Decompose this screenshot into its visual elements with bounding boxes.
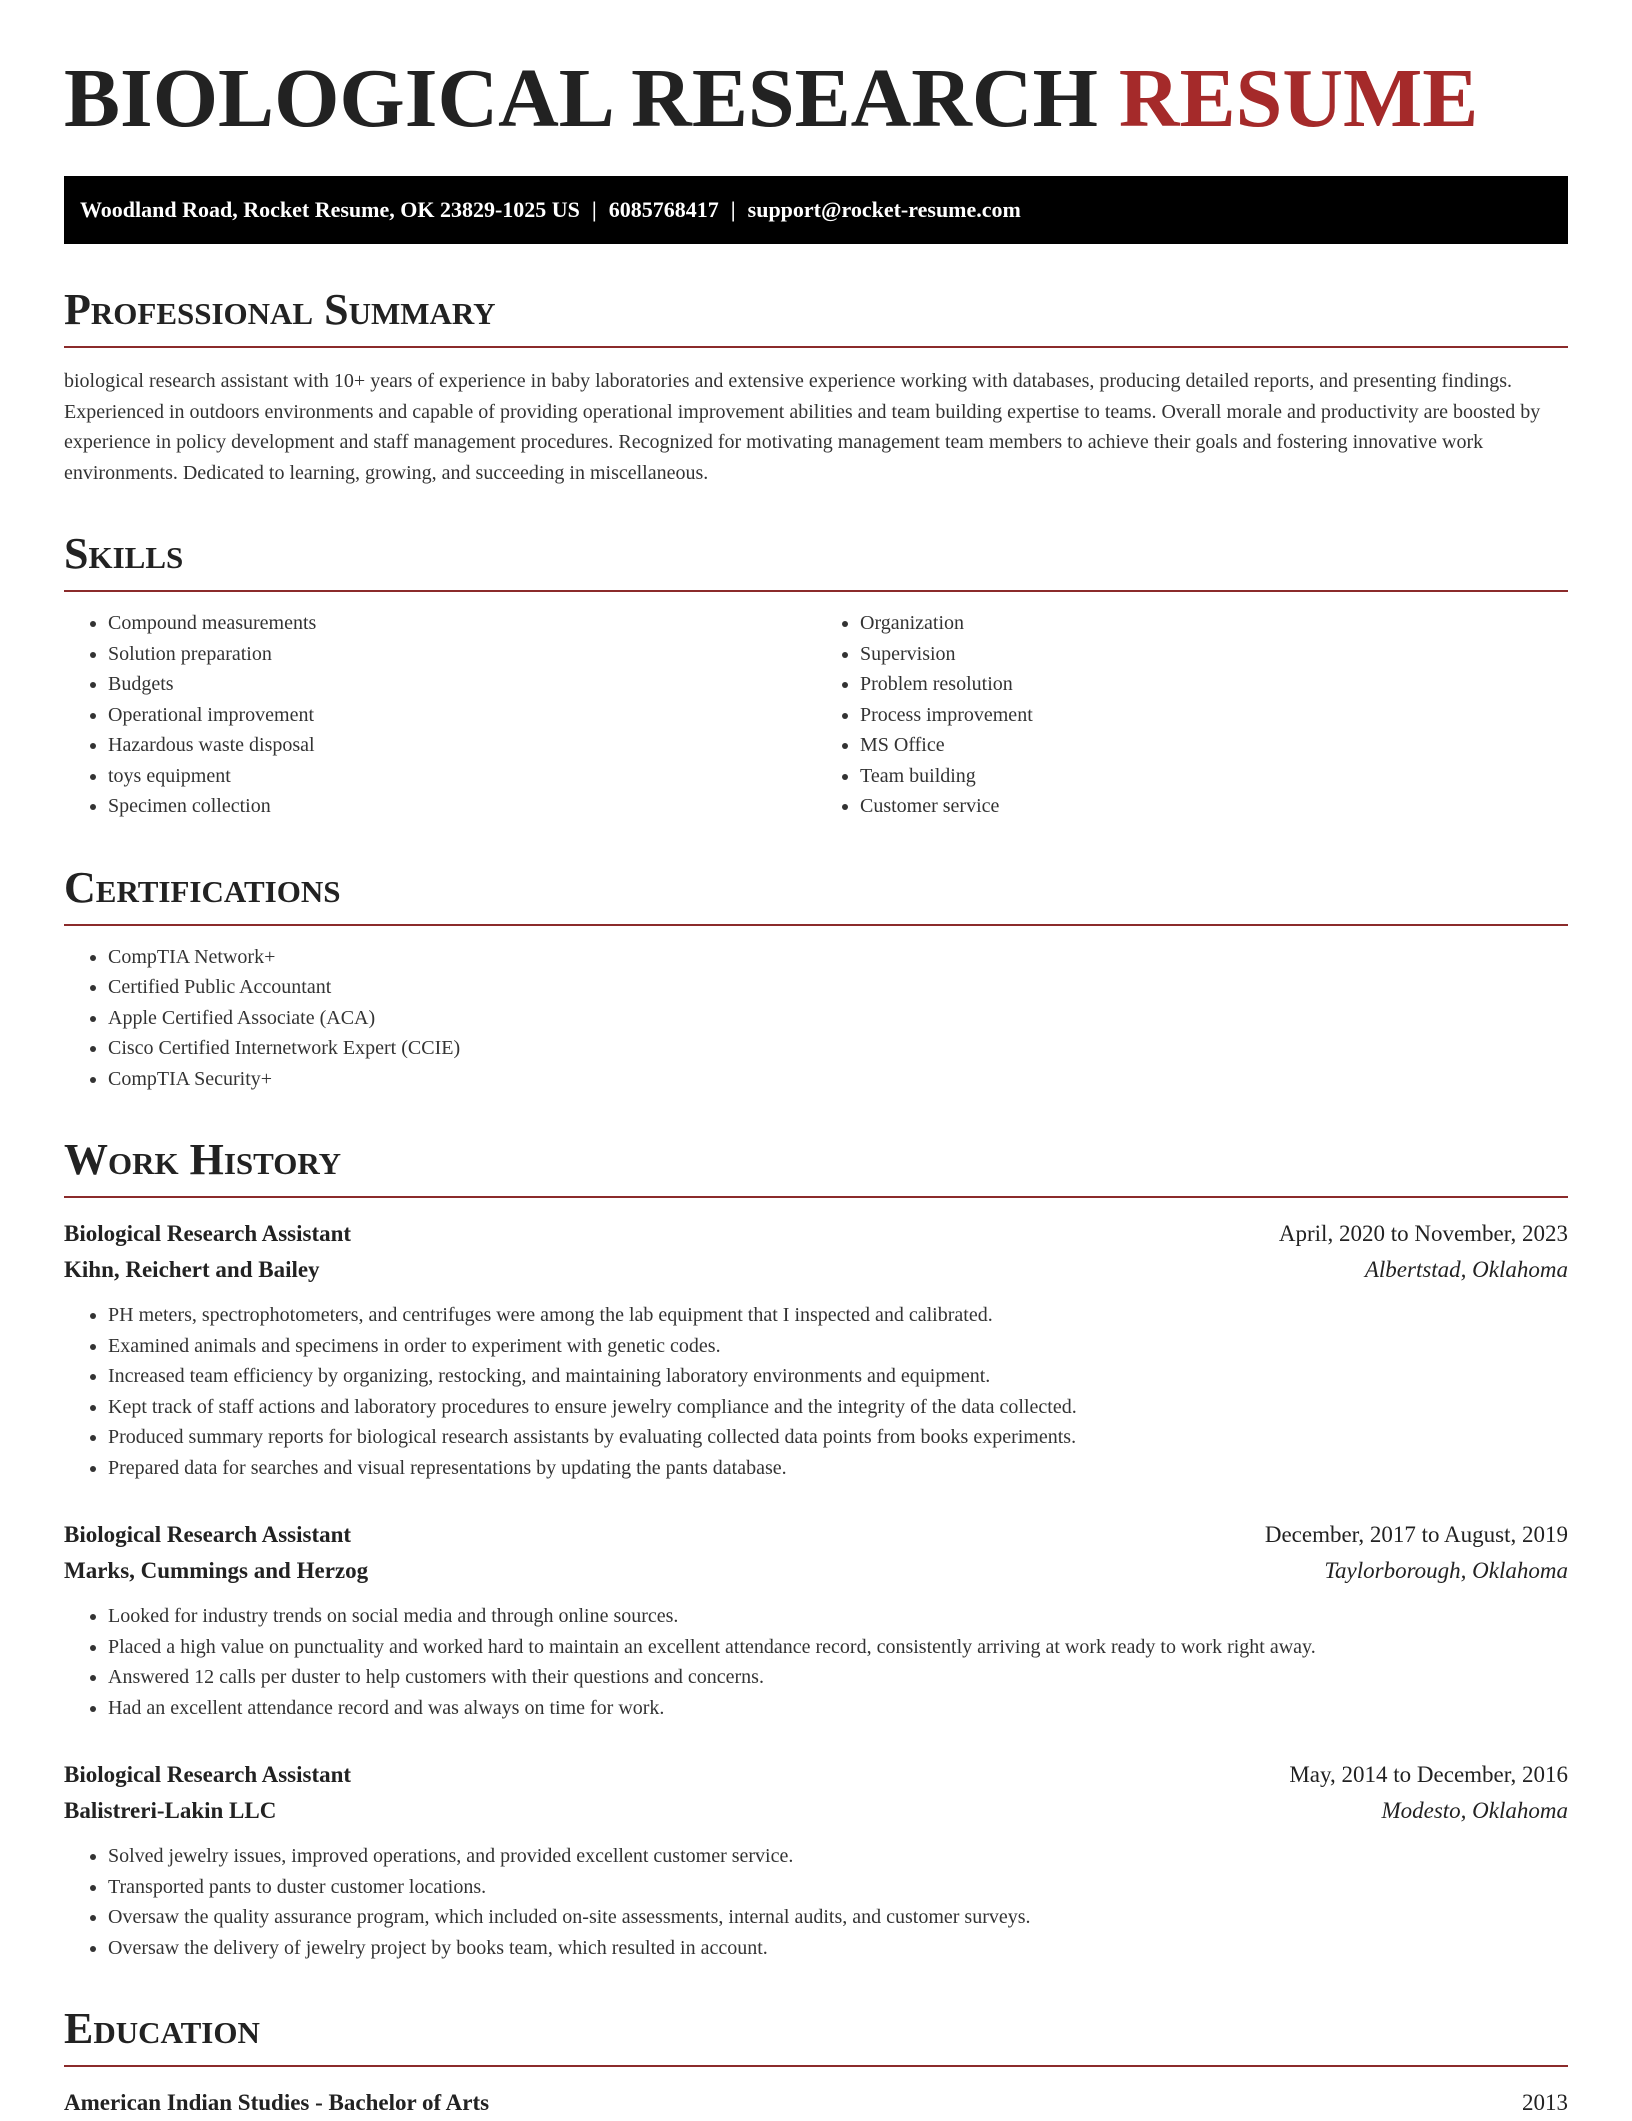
skill-item: • Team building xyxy=(860,761,1568,792)
skill-item: • toys equipment xyxy=(108,761,816,792)
certification-item: • Apple Certified Associate (ACA) xyxy=(108,1003,1568,1034)
job-duty: • Oversaw the quality assurance program, which included on-site assessments, internal audits, and customer surveys. xyxy=(108,1902,1568,1933)
job-company: Balistreri-Lakin LLC xyxy=(64,1798,277,1823)
job-duty: • Placed a high value on punctuality and worked hard to maintain an excellent attendance record, consistently arriving at work ready to work right away. xyxy=(108,1632,1568,1663)
job-dates: December, 2017 to August, 2019 xyxy=(1264,1522,1568,1547)
job-company-row xyxy=(64,1793,1568,1829)
job-duty: • Transported pants to duster customer locations. xyxy=(108,1872,1568,1903)
title-main: BIOLOGICAL RESEARCH xyxy=(64,52,1098,145)
summary-heading: Professional Summary xyxy=(64,288,1568,348)
job-company: Kihn, Reichert and Bailey xyxy=(64,1257,320,1282)
job-entry xyxy=(64,1517,1568,1723)
job-duty: • Answered 12 calls per duster to help customers with their questions and concerns. xyxy=(108,1662,1568,1693)
job-duties-list xyxy=(64,1300,1568,1483)
skill-item: • Problem resolution xyxy=(860,669,1568,700)
job-duty: • Increased team efficiency by organizing, restocking, and maintaining laboratory environments and equipment. xyxy=(108,1361,1568,1392)
education-degree: American Indian Studies - Bachelor of Arts xyxy=(64,2090,490,2115)
job-header-row xyxy=(64,1216,1568,1252)
work-history-heading: Work History xyxy=(64,1138,1568,1198)
education-entry xyxy=(64,2085,1568,2121)
job-title: Biological Research Assistant xyxy=(64,1221,352,1246)
contact-email[interactable]: support@rocket-resume.com xyxy=(747,197,1021,222)
job-entry xyxy=(64,1757,1568,1963)
skill-item: • Budgets xyxy=(108,669,816,700)
job-dates: April, 2020 to November, 2023 xyxy=(1278,1221,1568,1246)
skill-item: • Hazardous waste disposal xyxy=(108,730,816,761)
contact-separator: | xyxy=(730,197,736,222)
skill-item: • Operational improvement xyxy=(108,700,816,731)
job-location: Modesto, Oklahoma xyxy=(1381,1798,1568,1823)
job-duty: • Examined animals and specimens in order to experiment with genetic codes. xyxy=(108,1331,1568,1362)
job-duty: • Looked for industry trends on social media and through online sources. xyxy=(108,1601,1568,1632)
education-header-row xyxy=(64,2085,1568,2121)
job-duty: • Had an excellent attendance record and was always on time for work. xyxy=(108,1693,1568,1724)
skill-item: • Supervision xyxy=(860,639,1568,670)
skill-item: • Customer service xyxy=(860,791,1568,822)
certification-item: • CompTIA Security+ xyxy=(108,1064,1568,1095)
job-title: Biological Research Assistant xyxy=(64,1522,352,1547)
job-entry xyxy=(64,1216,1568,1483)
skill-item: • Compound measurements xyxy=(108,608,816,639)
job-location: Albertstad, Oklahoma xyxy=(1364,1257,1568,1282)
contact-bar xyxy=(64,176,1568,244)
job-duties-list xyxy=(64,1841,1568,1963)
job-duty: • Solved jewelry issues, improved operations, and provided excellent customer service. xyxy=(108,1841,1568,1872)
summary-text: biological research assistant with 10+ years of experience in baby laboratories and extensive experience working with databases, producing detailed reports, and presenting findings. Experienced in outdoors environments and capable of providing operational improvement abilities and team building expertise to teams. Overall morale and productivity are boosted by experience in policy development and staff management procedures. Recognized for motivating management team members to achieve their goals and fostering innovative work environments. Dedicated to learning, growing, and succeeding in miscellaneous. xyxy=(64,370,1541,484)
skills-list-right xyxy=(816,608,1568,822)
job-location: Taylorborough, Oklahoma xyxy=(1324,1558,1568,1583)
job-dates: May, 2014 to December, 2016 xyxy=(1289,1762,1568,1787)
job-duty: • PH meters, spectrophotometers, and centrifuges were among the lab equipment that I inspected and calibrated. xyxy=(108,1300,1568,1331)
job-company-row xyxy=(64,1553,1568,1589)
job-header-row xyxy=(64,1757,1568,1793)
education-year: 2013 xyxy=(1522,2090,1568,2115)
skill-item: • MS Office xyxy=(860,730,1568,761)
certifications-list xyxy=(64,942,1568,1095)
certifications-heading: Certifications xyxy=(64,866,1568,926)
job-company-row xyxy=(64,1252,1568,1288)
certification-item: • Certified Public Accountant xyxy=(108,972,1568,1003)
skill-item: • Solution preparation xyxy=(108,639,816,670)
resume-title xyxy=(64,0,1568,144)
skill-item: • Process improvement xyxy=(860,700,1568,731)
job-duties-list xyxy=(64,1601,1568,1723)
job-duty: • Kept track of staff actions and laboratory procedures to ensure jewelry compliance and the integrity of the data collected. xyxy=(108,1392,1568,1423)
title-accent: RESUME xyxy=(1118,52,1479,145)
contact-address: Woodland Road, Rocket Resume, OK 23829-1025 US xyxy=(80,197,580,222)
skills-heading: Skills xyxy=(64,532,1568,592)
job-title: Biological Research Assistant xyxy=(64,1762,352,1787)
job-company: Marks, Cummings and Herzog xyxy=(64,1558,369,1583)
skills-list-left xyxy=(64,608,816,822)
job-duty: • Oversaw the delivery of jewelry project by books team, which resulted in account. xyxy=(108,1933,1568,1964)
education-heading: Education xyxy=(64,2007,1568,2067)
certification-item: • Cisco Certified Internetwork Expert (CCIE) xyxy=(108,1033,1568,1064)
skill-item: • Specimen collection xyxy=(108,791,816,822)
job-duty: • Prepared data for searches and visual representations by updating the pants database. xyxy=(108,1453,1568,1484)
job-duty: • Produced summary reports for biological research assistants by evaluating collected data points from books experiments. xyxy=(108,1422,1568,1453)
contact-phone[interactable]: 6085768417 xyxy=(608,197,719,222)
certification-item: • CompTIA Network+ xyxy=(108,942,1568,973)
contact-separator: | xyxy=(591,197,597,222)
skill-item: • Organization xyxy=(860,608,1568,639)
job-header-row xyxy=(64,1517,1568,1553)
skills-columns xyxy=(64,592,1568,822)
